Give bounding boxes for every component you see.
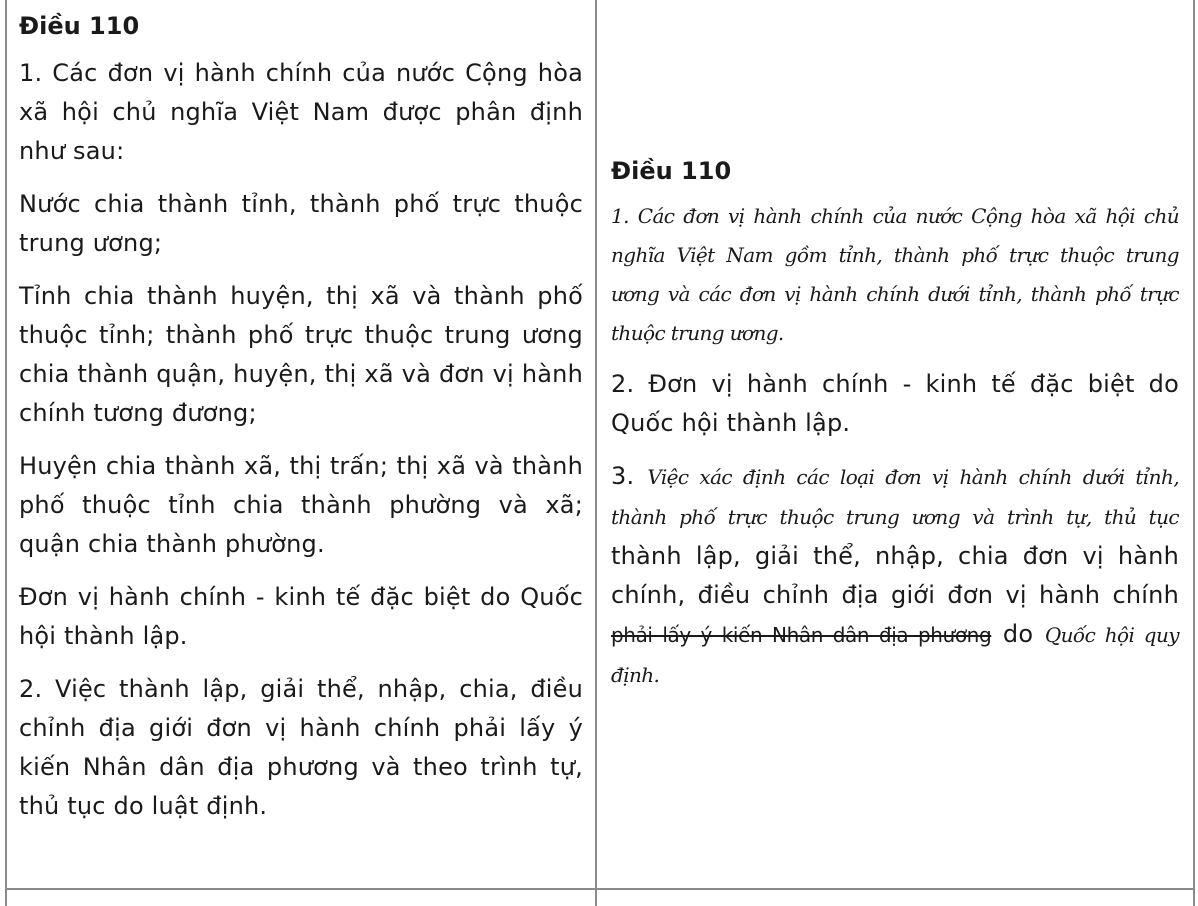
right-paragraph-3-plain: thành lập, giải thể, nhập, chia đơn vị hành chính, điều chỉnh địa giới đơn vị hành chính — [611, 542, 1179, 609]
left-article-heading: Điều 110 — [19, 12, 140, 40]
left-paragraph-2: Nước chia thành tỉnh, thành phố trực thuộc trung ương; — [19, 190, 583, 257]
right-article-heading: Điều 110 — [611, 157, 732, 185]
right-paragraph-3-struck: phải lấy ý kiến Nhân dân địa phương — [611, 623, 992, 647]
left-paragraph-1: 1. Các đơn vị hành chính của nước Cộng hòa xã hội chủ nghĩa Việt Nam được phân định như sau: — [19, 59, 583, 165]
right-paragraph-3 — [611, 457, 1179, 695]
right-paragraph-2: 2. Đơn vị hành chính - kinh tế đặc biệt do Quốc hội thành lập. — [611, 370, 1179, 437]
right-paragraph-3-italic: Việc xác định các loại đơn vị hành chính dưới tỉnh, thành phố trực thuộc trung ương và trình tự, thủ tục — [611, 465, 1179, 529]
left-paragraph-3: Tỉnh chia thành huyện, thị xã và thành phố thuộc tỉnh; thành phố trực thuộc trung ương chia thành quận, huyện, thị xã và đơn vị hành chính tương đương; — [19, 282, 583, 427]
comparison-table — [5, 0, 1195, 906]
left-paragraph-6: 2. Việc thành lập, giải thể, nhập, chia, điều chỉnh địa giới đơn vị hành chính phải lấy ý kiến Nhân dân địa phương và theo trình tự, thủ tục do luật định. — [19, 675, 583, 820]
right-paragraph-3-do: do — [1002, 620, 1034, 648]
amended-text-column — [597, 0, 1193, 906]
right-paragraph-3-end: Quốc hội quy định. — [611, 623, 1179, 687]
right-paragraph-1: 1. Các đơn vị hành chính của nước Cộng hòa xã hội chủ nghĩa Việt Nam gồm tỉnh, thành phố trực thuộc trung ương và các đơn vị hành chính dưới tỉnh, thành phố trực thuộc trung ương. — [611, 204, 1179, 345]
right-paragraph-3-number: 3. — [611, 462, 635, 490]
table-bottom-border — [5, 888, 1195, 890]
left-paragraph-5: Đơn vị hành chính - kinh tế đặc biệt do Quốc hội thành lập. — [19, 583, 583, 650]
left-paragraph-4: Huyện chia thành xã, thị trấn; thị xã và thành phố thuộc tỉnh chia thành phường và xã; quận chia thành phường. — [19, 452, 583, 558]
original-text-column — [7, 0, 597, 906]
